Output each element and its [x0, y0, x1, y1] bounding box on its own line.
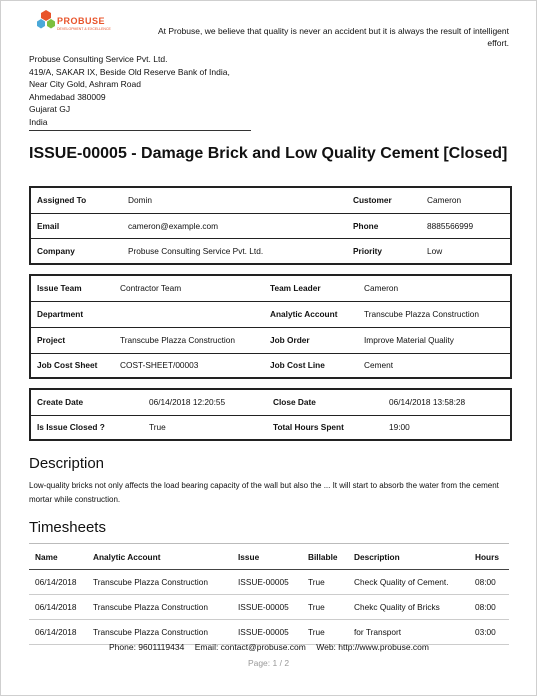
- job-order-label: Job Order: [264, 327, 358, 353]
- company-name: Probuse Consulting Service Pvt. Ltd.: [29, 54, 168, 64]
- column-header: Analytic Account: [87, 544, 232, 570]
- priority-value: Low: [421, 238, 511, 264]
- table-cell: Chekc Quality of Bricks: [348, 595, 469, 620]
- logo-tagline: DEVELOPMENT & EXCELLENCE: [57, 27, 111, 31]
- address-line: Near City Gold, Ashram Road: [29, 79, 141, 90]
- assigned-to-label: Assigned To: [30, 187, 122, 213]
- customer-value: Cameron: [421, 187, 511, 213]
- logo-wordmark: PROBUSE: [57, 16, 106, 26]
- footer-phone: Phone: 9601119434: [109, 642, 185, 652]
- priority-label: Priority: [347, 238, 421, 264]
- table-cell: True: [302, 620, 348, 645]
- column-header: Issue: [232, 544, 302, 570]
- issue-team-label: Issue Team: [30, 275, 114, 301]
- phone-label: Phone: [347, 213, 421, 238]
- analytic-account-label: Analytic Account: [264, 301, 358, 327]
- column-header: Hours: [469, 544, 509, 570]
- table-header-row: [29, 544, 509, 570]
- close-date-value: 06/14/2018 13:58:28: [383, 389, 511, 415]
- address-line: India: [29, 116, 48, 127]
- column-header: Billable: [302, 544, 348, 570]
- info-row: [30, 275, 511, 301]
- table-cell: ISSUE-00005: [232, 570, 302, 595]
- footer-web[interactable]: Web: http://www.probuse.com: [316, 642, 429, 652]
- table-cell: 08:00: [469, 570, 509, 595]
- job-cost-line-value: Cement: [358, 353, 511, 378]
- is-closed-value: True: [143, 415, 267, 440]
- info-row: [30, 327, 511, 353]
- table-cell: True: [302, 570, 348, 595]
- info-row: [30, 301, 511, 327]
- table-row: [29, 570, 509, 595]
- customer-label: Customer: [347, 187, 421, 213]
- description-text: Low-quality bricks not only affects the load bearing capacity of the wall but also the ... It will start to absorb the water from the cement mortar while construction.: [29, 481, 499, 504]
- table-cell: 08:00: [469, 595, 509, 620]
- department-label: Department: [30, 301, 114, 327]
- create-date-label: Create Date: [30, 389, 143, 415]
- issue-title: ISSUE-00005 - Damage Brick and Low Quality Cement [Closed]: [29, 145, 508, 162]
- info-row: [30, 213, 511, 238]
- team-leader-value: Cameron: [358, 275, 511, 301]
- description-heading: Description: [29, 455, 105, 472]
- page-footer: [29, 642, 509, 652]
- company-address-block: [29, 53, 251, 131]
- project-label: Project: [30, 327, 114, 353]
- info-row: [30, 238, 511, 264]
- table-cell: ISSUE-00005: [232, 595, 302, 620]
- job-cost-line-label: Job Cost Line: [264, 353, 358, 378]
- column-header: Name: [29, 544, 87, 570]
- team-leader-label: Team Leader: [264, 275, 358, 301]
- is-closed-label: Is Issue Closed ?: [30, 415, 143, 440]
- company-logo: [36, 9, 111, 39]
- total-hours-label: Total Hours Spent: [267, 415, 383, 440]
- table-cell: Transcube Plazza Construction: [87, 620, 232, 645]
- info-row: [30, 187, 511, 213]
- page-number: Page: 1 / 2: [247, 658, 290, 668]
- footer-email: Email: contact@probuse.com: [194, 642, 306, 652]
- address-line: Gujarat GJ: [29, 104, 71, 115]
- table-row: [29, 595, 509, 620]
- table-cell: Transcube Plazza Construction: [87, 570, 232, 595]
- total-hours-value: 19:00: [383, 415, 511, 440]
- job-order-value: Improve Material Quality: [358, 327, 511, 353]
- table-cell: 06/14/2018: [29, 570, 87, 595]
- table-cell: True: [302, 595, 348, 620]
- project-value: Transcube Plazza Construction: [114, 327, 264, 353]
- table-cell: Transcube Plazza Construction: [87, 595, 232, 620]
- table-cell: 03:00: [469, 620, 509, 645]
- assignment-info-table: [29, 186, 512, 265]
- team-info-table: [29, 274, 512, 379]
- timesheets-heading: Timesheets: [29, 519, 106, 536]
- info-row: [30, 389, 511, 415]
- header-tagline: At Probuse, we believe that quality is never an accident but it is always the result of intelligent effort.: [157, 26, 509, 48]
- table-cell: ISSUE-00005: [232, 620, 302, 645]
- dates-info-table: [29, 388, 512, 441]
- column-header: Description: [348, 544, 469, 570]
- company-label: Company: [30, 238, 122, 264]
- create-date-value: 06/14/2018 12:20:55: [143, 389, 267, 415]
- phone-value: 8885566999: [421, 213, 511, 238]
- issue-team-value: Contractor Team: [114, 275, 264, 301]
- table-cell: for Transport: [348, 620, 469, 645]
- table-cell: Check Quality of Cement.: [348, 570, 469, 595]
- info-row: [30, 415, 511, 440]
- department-value: [114, 301, 264, 327]
- address-line: Ahmedabad 380009: [29, 91, 106, 102]
- table-row: [29, 620, 509, 645]
- table-cell: 06/14/2018: [29, 595, 87, 620]
- email-label: Email: [30, 213, 122, 238]
- email-value: cameron@example.com: [122, 213, 347, 238]
- company-value: Probuse Consulting Service Pvt. Ltd.: [122, 238, 347, 264]
- hexagon-logo-icon: [36, 9, 56, 31]
- job-cost-sheet-value: COST-SHEET/00003: [114, 353, 264, 378]
- timesheets-table: [29, 543, 509, 645]
- assigned-to-value: Domin: [122, 187, 347, 213]
- info-row: [30, 353, 511, 378]
- job-cost-sheet-label: Job Cost Sheet: [30, 353, 114, 378]
- address-line: 419/A, SAKAR IX, Beside Old Reserve Bank of India,: [29, 66, 230, 77]
- analytic-account-value: Transcube Plazza Construction: [358, 301, 511, 327]
- close-date-label: Close Date: [267, 389, 383, 415]
- table-cell: 06/14/2018: [29, 620, 87, 645]
